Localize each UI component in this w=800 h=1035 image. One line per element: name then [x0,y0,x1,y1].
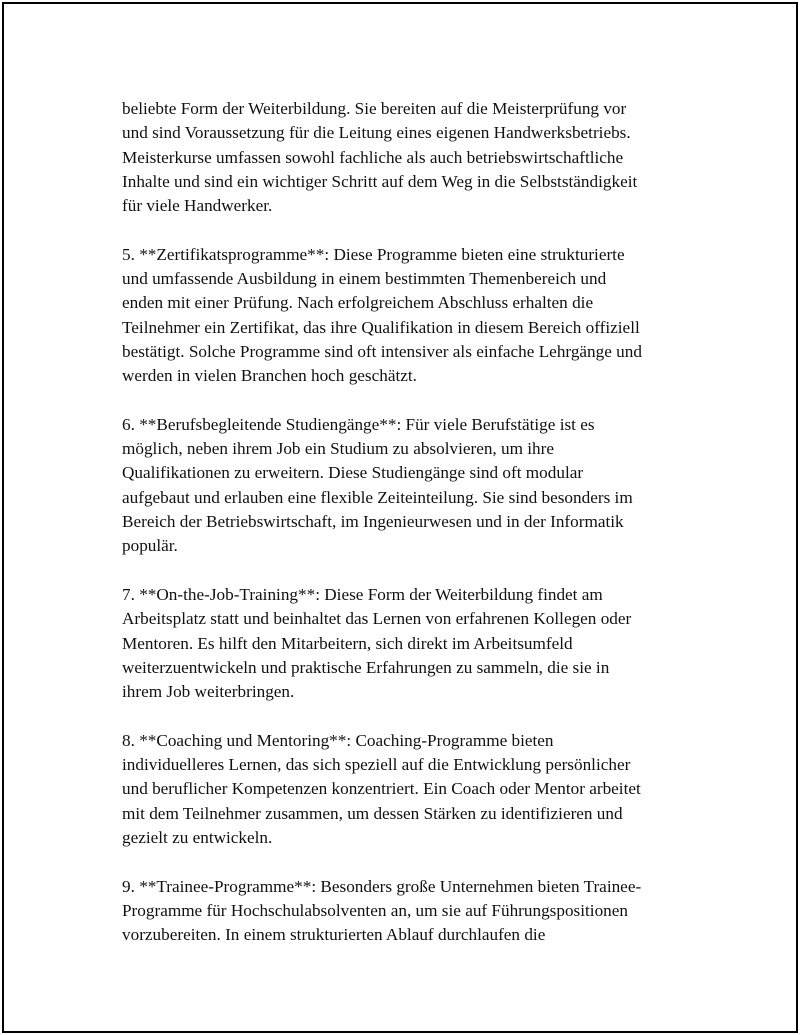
text-line: Mentoren. Es hilft den Mitarbeitern, sich direkt im Arbeitsumfeld [122,633,573,653]
document-body [122,97,682,972]
text-line: enden mit einer Prüfung. Nach erfolgreichem Abschluss erhalten die [122,293,594,313]
text-line: Programme für Hochschulabsolventen an, um sie auf Führungspositionen [122,900,628,920]
text-line: populär. [122,536,178,556]
text-line: 8. **Coaching und Mentoring**: Coaching-Programme bieten [122,730,554,750]
text-line: und beruflicher Kompetenzen konzentriert. Ein Coach oder Mentor arbeitet [122,779,641,799]
text-line: Inhalte und sind ein wichtiger Schritt auf dem Weg in die Selbstständigkeit [122,171,638,191]
text-line: 9. **Trainee-Programme**: Besonders große Unternehmen bieten Trainee- [122,876,642,896]
text-line: Arbeitsplatz statt und beinhaltet das Lernen von erfahrenen Kollegen oder [122,609,632,629]
text-line: Bereich der Betriebswirtschaft, im Ingenieurwesen und in der Informatik [122,512,624,532]
text-line: 5. **Zertifikatsprogramme**: Diese Programme bieten eine strukturierte [122,244,625,264]
paragraph-berufsbegleitende-studiengaenge [122,413,682,559]
text-line: gezielt zu entwickeln. [122,827,273,847]
text-line: Teilnehmer ein Zertifikat, das ihre Qualifikation in diesem Bereich offiziell [122,317,640,337]
text-line: weiterzuentwickeln und praktische Erfahrungen zu sammeln, die sie in [122,657,610,677]
text-line: individuelleres Lernen, das sich speziell auf die Entwicklung persönlicher [122,755,631,775]
text-line: Qualifikationen zu erweitern. Diese Studiengänge sind oft modular [122,463,584,483]
text-line: beliebte Form der Weiterbildung. Sie bereiten auf die Meisterprüfung vor [122,99,627,118]
paragraph-coaching-und-mentoring [122,729,682,850]
text-line: ihrem Job weiterbringen. [122,682,295,702]
paragraph-trainee-programme [122,875,682,948]
text-line: 7. **On-the-Job-Training**: Diese Form der Weiterbildung findet am [122,584,603,604]
text-line: bestätigt. Solche Programme sind oft intensiver als einfache Lehrgänge und [122,341,642,361]
text-line: möglich, neben ihrem Job ein Studium zu absolvieren, um ihre [122,439,554,459]
paragraph-meisterkurse-continued [122,97,682,218]
paragraph-on-the-job-training [122,583,682,704]
text-line: vorzubereiten. In einem strukturierten Ablauf durchlaufen die [122,925,546,945]
text-line: für viele Handwerker. [122,196,273,216]
text-line: aufgebaut und erlauben eine flexible Zeiteinteilung. Sie sind besonders im [122,487,633,507]
text-line: werden in vielen Branchen hoch geschätzt. [122,366,417,386]
text-line: 6. **Berufsbegleitende Studiengänge**: Für viele Berufstätige ist es [122,414,595,434]
text-line: Meisterkurse umfassen sowohl fachliche als auch betriebswirtschaftliche [122,147,624,167]
text-line: mit dem Teilnehmer zusammen, um dessen Stärken zu identifizieren und [122,803,623,823]
text-line: und sind Voraussetzung für die Leitung eines eigenen Handwerksbetriebs. [122,123,631,143]
page-frame [2,2,798,1033]
text-line: und umfassende Ausbildung in einem bestimmten Themenbereich und [122,269,607,289]
paragraph-zertifikatsprogramme [122,243,682,389]
